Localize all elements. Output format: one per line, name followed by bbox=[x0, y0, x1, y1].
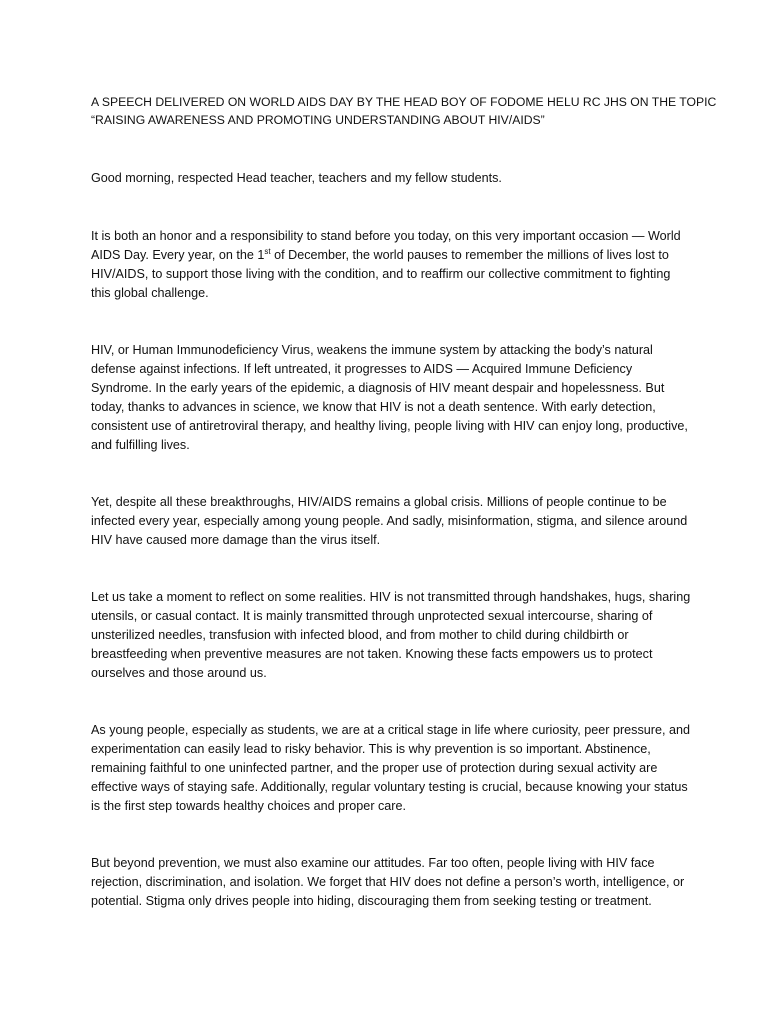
paragraph-transmission-facts: Let us take a moment to reflect on some realities. HIV is not transmitted through handshakes, hugs, sharing utensils, or casual contact. It is mainly transmitted through unprotected sexual intercourse, sharing of unsterilized needles, transfusion with infected blood, and from mother to child during childbirth or breastfeeding when preventive measures are not taken. Knowing these facts empowers us to protect ourselves and those around us. bbox=[91, 590, 691, 680]
paragraph-global-crisis: Yet, despite all these breakthroughs, HIV/AIDS remains a global crisis. Millions of people continue to be infected every year, especially among young people. And sadly, misinformation, stigma, and silence around HIV have caused more damage than the virus itself. bbox=[91, 495, 688, 547]
document-body bbox=[91, 93, 717, 949]
title-line-1: A SPEECH DELIVERED ON WORLD AIDS DAY BY THE HEAD BOY OF FODOME HELU RC JHS ON THE TOPIC bbox=[91, 95, 717, 109]
ordinal-suffix: st bbox=[264, 246, 271, 256]
paragraph-introduction-text-b: of December, the world pauses to remember the millions of lives lost to HIV/AIDS, to support those living with the condition, and to reaffirm our collective commitment to fighting this global challenge. bbox=[91, 248, 671, 300]
paragraph-introduction bbox=[91, 227, 691, 303]
title-line-2: “RAISING AWARENESS AND PROMOTING UNDERSTANDING ABOUT HIV/AIDS” bbox=[91, 113, 545, 127]
paragraph-introduction-text-a: It is both an honor and a responsibility to stand before you today, on this very important occasion — World AIDS Day. Every year, on the 1 bbox=[91, 229, 681, 262]
greeting-paragraph: Good morning, respected Head teacher, teachers and my fellow students. bbox=[91, 171, 502, 185]
speech-title bbox=[91, 93, 717, 129]
paragraph-what-is-hiv: HIV, or Human Immunodeficiency Virus, weakens the immune system by attacking the body’s natural defense against infections. If left untreated, it progresses to AIDS — Acquired Immune Deficiency Syndrome. In the early years of the epidemic, a diagnosis of HIV meant despair and hopelessness. But today, thanks to advances in science, we know that HIV is not a death sentence. With early detection, consistent use of antiretroviral therapy, and healthy living, people living with HIV can enjoy long, productive, and fulfilling lives. bbox=[91, 343, 688, 452]
paragraph-prevention: As young people, especially as students, we are at a critical stage in life where curiosity, peer pressure, and experimentation can easily lead to risky behavior. This is why prevention is so important. Abstinence, remaining faithful to one uninfected partner, and the proper use of protection during sexual activity are effective ways of staying safe. Additionally, regular voluntary testing is crucial, because knowing your status is the first step towards healthy choices and proper care. bbox=[91, 723, 690, 813]
paragraph-attitudes: But beyond prevention, we must also examine our attitudes. Far too often, people living with HIV face rejection, discrimination, and isolation. We forget that HIV does not define a person’s worth, intelligence, or potential. Stigma only drives people into hiding, discouraging them from seeking testing or treatment. bbox=[91, 856, 685, 908]
